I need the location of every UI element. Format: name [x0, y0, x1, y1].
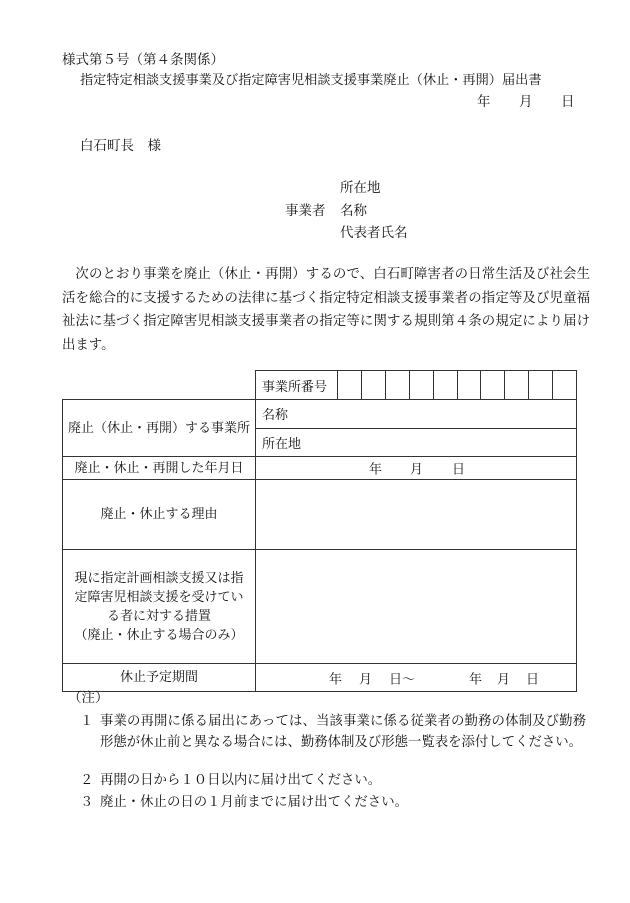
notes-heading: （注）	[68, 690, 109, 706]
note-number: ３	[80, 795, 94, 810]
addressee: 白石町長 様	[80, 138, 161, 154]
note-number: ２	[80, 773, 94, 788]
date-month-label: 月	[519, 94, 533, 110]
applicant-role-label: 事業者	[285, 203, 326, 219]
applicant-representative-label: 代表者氏名	[340, 225, 408, 241]
note-item-1	[80, 711, 586, 774]
date-day-label: 日	[561, 94, 575, 110]
date-year-label: 年	[477, 94, 491, 110]
blank-cell	[63, 371, 256, 400]
measures-label-line-2: 定障害児相談支援を受けてい	[74, 589, 244, 605]
office-number-cell	[256, 371, 577, 400]
period-to-year: 年	[469, 672, 483, 687]
office-cell	[256, 400, 577, 457]
office-number-digit-5[interactable]	[434, 371, 458, 399]
office-number-digit-7[interactable]	[481, 371, 505, 399]
office-number-digit-8[interactable]	[505, 371, 529, 399]
reason-field[interactable]	[256, 480, 577, 550]
office-number-label: 事業所番号	[256, 371, 338, 399]
period-to-day: 日	[526, 672, 540, 687]
form-title: 指定特定相談支援事業及び指定障害児相談支援事業廃止（休止・再開）届出書	[80, 73, 542, 88]
office-number-digit-10[interactable]	[553, 371, 576, 399]
office-name-label: 名称	[262, 408, 289, 424]
event-date-field[interactable]	[256, 457, 577, 480]
applicant-address-label: 所在地	[340, 180, 381, 196]
office-number-digit-2[interactable]	[362, 371, 386, 399]
measures-field[interactable]	[256, 550, 577, 664]
form-number: 様式第５号（第４条関係）	[62, 52, 224, 68]
period-to-month: 月	[497, 672, 511, 687]
period-from-year: 年	[329, 672, 343, 687]
event-date-day: 日	[452, 462, 466, 478]
note-item-3	[80, 792, 586, 813]
measures-label-line-1: 現に指定計画相談支援又は指	[74, 570, 244, 586]
event-date-label: 廃止・休止・再開した年月日	[63, 457, 256, 480]
office-number-digit-4[interactable]	[410, 371, 434, 399]
office-name-field[interactable]	[256, 400, 576, 428]
suspension-period-label: 休止予定期間	[63, 664, 256, 692]
measures-label	[63, 550, 256, 664]
measures-label-line-4: （廃止・休止する場合のみ）	[74, 627, 244, 643]
office-number-digit-6[interactable]	[458, 371, 482, 399]
note-text: 事業の再開に係る届出にあっては、当該事業に係る従業者の勤務の体制及び勤務形態が休止前と異なる場合には、勤務体制及び形態一覧表を添付してください。	[100, 714, 586, 750]
office-number-digit-3[interactable]	[386, 371, 410, 399]
reason-label: 廃止・休止する理由	[63, 480, 256, 550]
note-item-2	[80, 770, 586, 791]
note-number: １	[80, 714, 94, 729]
period-from-month: 月	[359, 672, 373, 687]
office-number-digit-1[interactable]	[338, 371, 362, 399]
event-date-month: 月	[410, 462, 424, 478]
notification-table	[62, 370, 577, 692]
submission-date	[0, 96, 630, 112]
office-address-label: 所在地	[262, 436, 302, 452]
body-paragraph: 次のとおり事業を廃止（休止・再開）するので、白石町障害者の日常生活及び社会生活を総合的に支援するための法律に基づく指定特定相談支援事業者の指定等及び児童福祉法に基づく指定障害児相談支援事業者の指定等に関する規則第４条の規定により届け出ます。	[62, 267, 590, 353]
note-text: 再開の日から１０日以内に届け出てください。	[100, 773, 382, 788]
suspension-period-field[interactable]	[256, 664, 577, 692]
applicant-name-label: 名称	[340, 203, 367, 219]
office-address-field[interactable]	[256, 428, 576, 457]
note-text: 廃止・休止の日の１月前までに届け出てください。	[100, 795, 408, 810]
period-from-day: 日～	[389, 672, 416, 687]
office-label: 廃止（休止・再開）する事業所	[63, 400, 256, 457]
office-number-digit-9[interactable]	[529, 371, 553, 399]
measures-label-line-3: る者に対する措置	[106, 608, 211, 624]
event-date-year: 年	[369, 462, 383, 478]
